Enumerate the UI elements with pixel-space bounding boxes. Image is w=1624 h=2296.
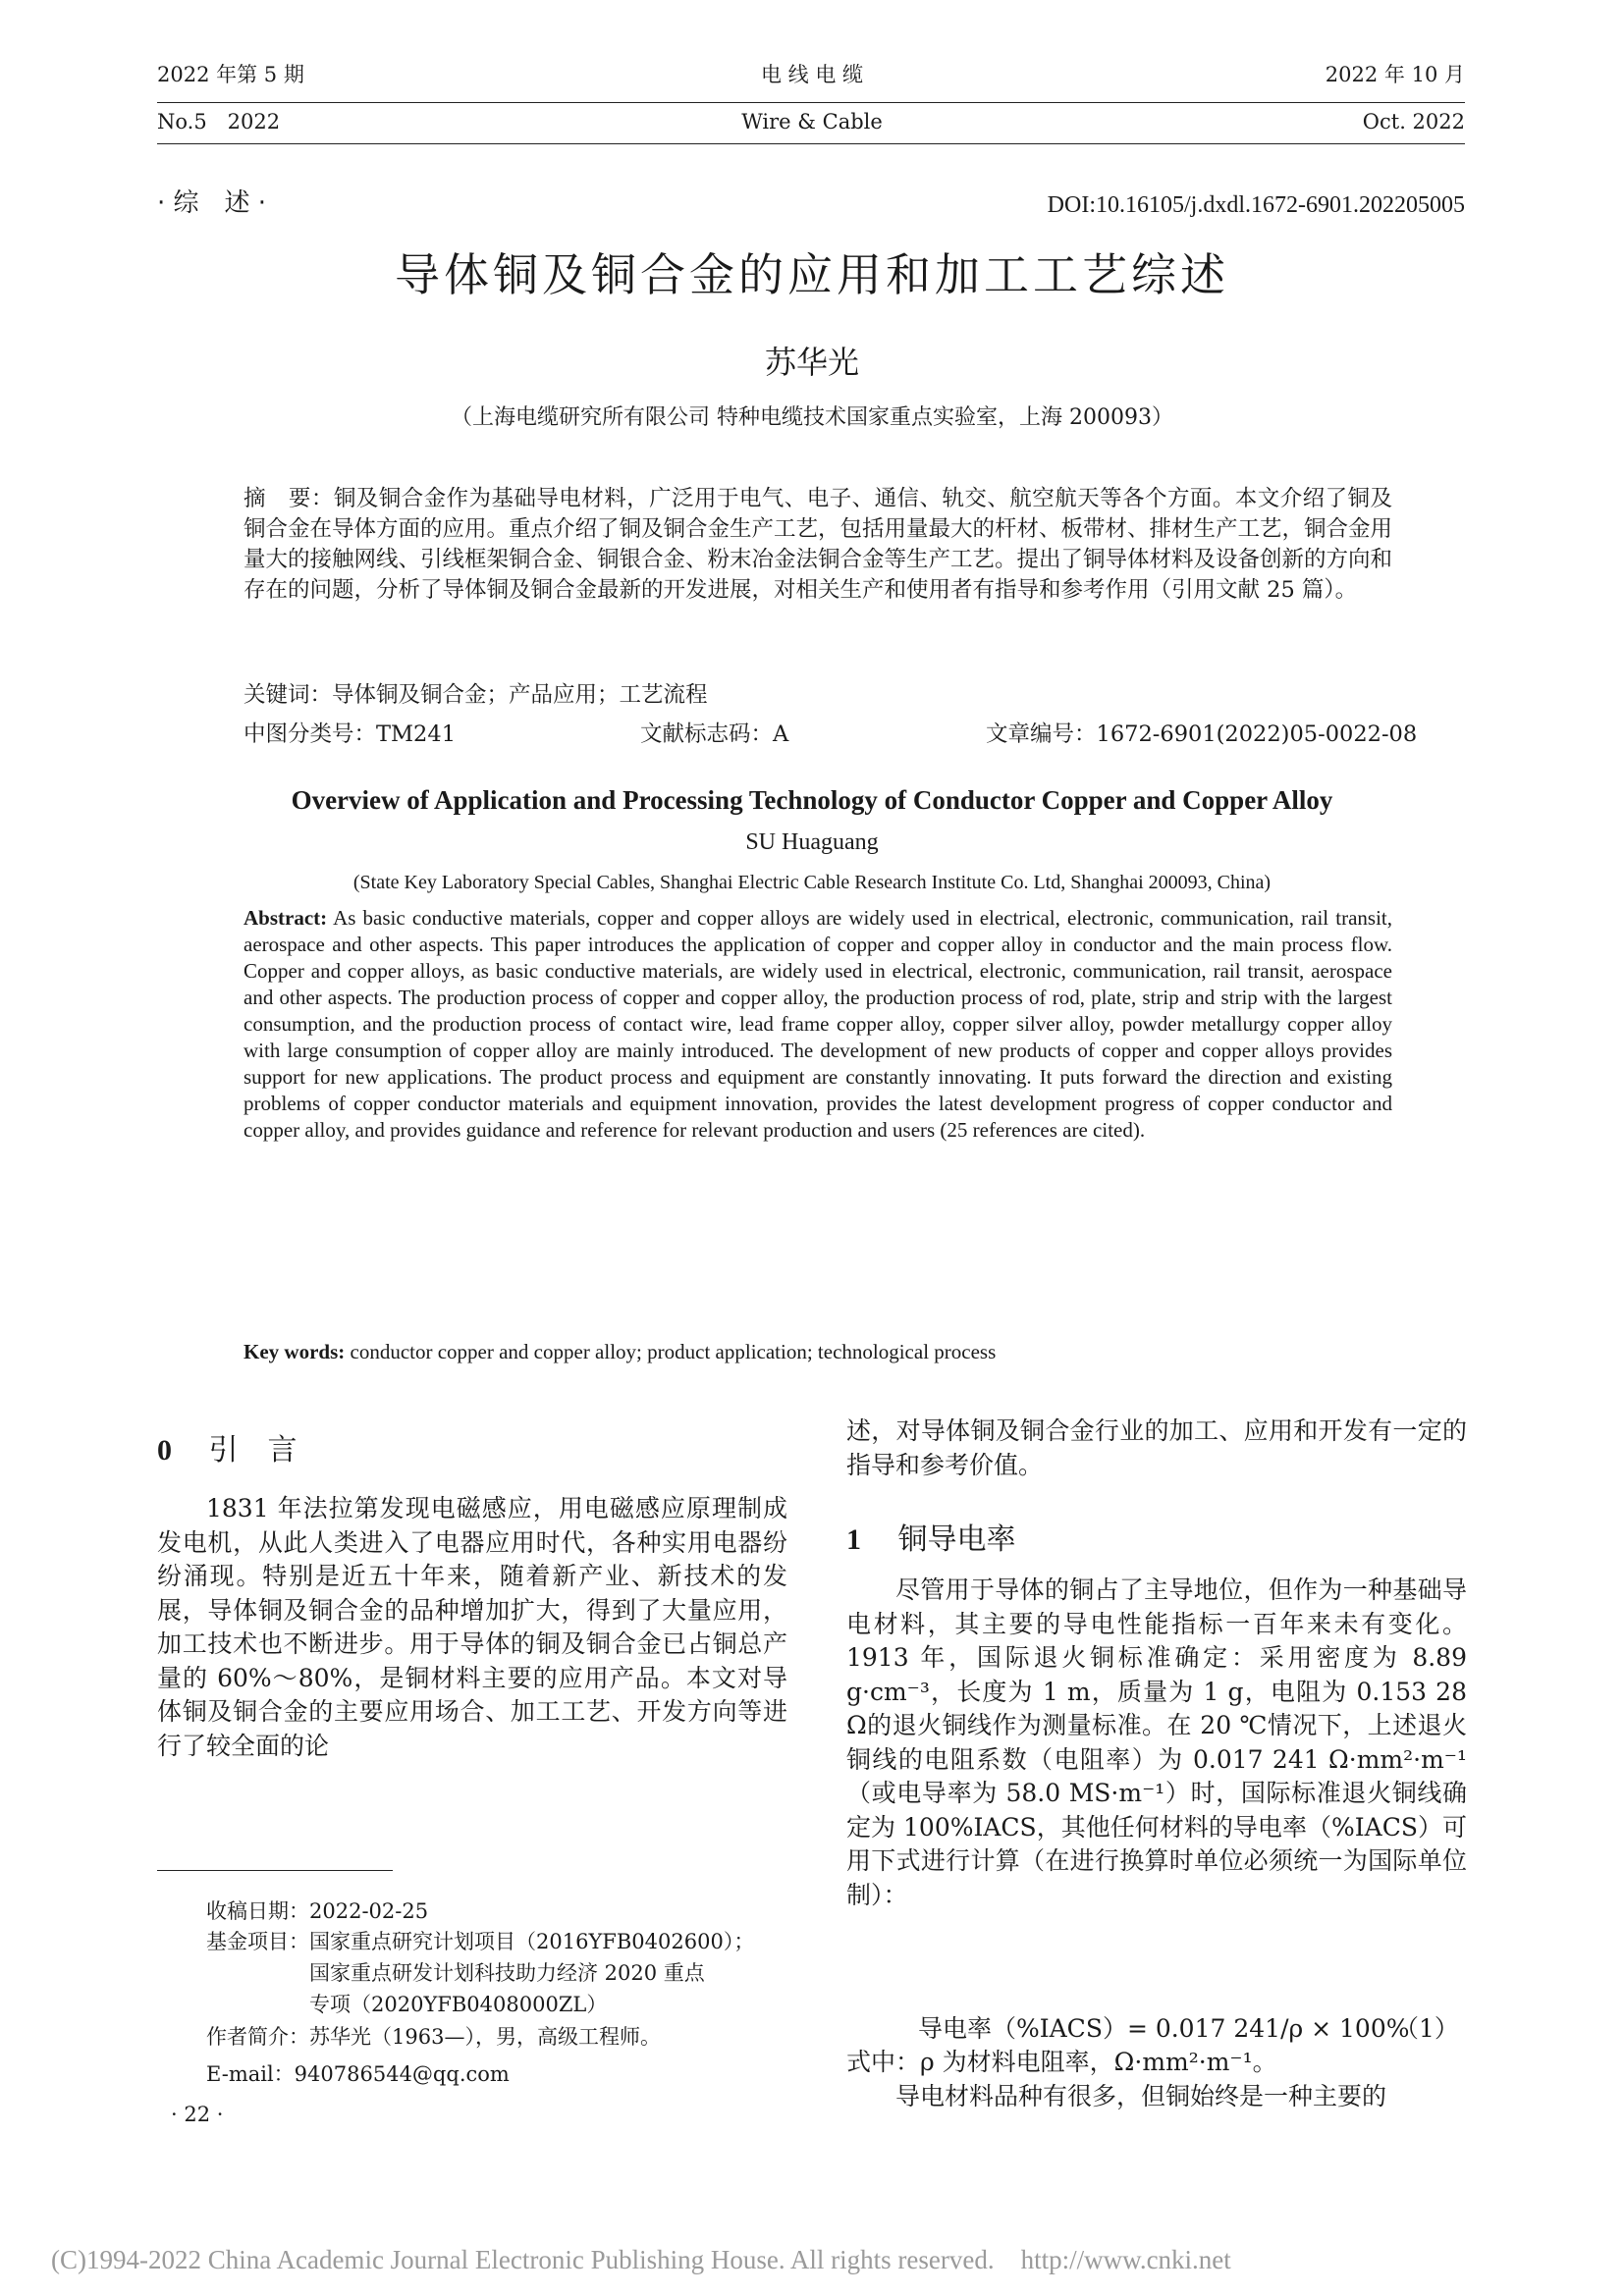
section-1-heading xyxy=(846,1515,1016,1558)
header-date-en: Oct. 2022 xyxy=(1362,110,1465,133)
section-1-title: 铜导电率 xyxy=(897,1522,1016,1557)
footnote-email: E-mail：940786544@qq.com xyxy=(206,2062,510,2086)
section-1-paragraph: 尽管用于导体的铜占了主导地位，但作为一种基础导电材料，其主要的导电性能指标一百年来未有变化。1913 年，国际退火铜标准确定：采用密度为 8.89 g·cm⁻³，长度为 1 m，质量为 1 g，电阻为 0.153 28 Ω的退火铜线作为测量标准。在 20 ℃情况下，上述退火铜线的电阻系数（电阻率）为 0.017 241 Ω·mm²·m⁻¹（或电导率为 58.0 MS·m⁻¹）时，国际标准退火铜线确定为 100%IACS，其他任何材料的导电率（%IACS）可用下式进行计算（在进行换算时单位必须统一为国际单位制）： xyxy=(846,1575,1467,1909)
header-divider-top xyxy=(157,102,1465,103)
clc-label: 中图分类号： xyxy=(244,721,377,747)
footnote-received: 收稿日期：2022-02-25 xyxy=(206,1899,429,1923)
keywords-cn-label: 关键词： xyxy=(244,682,333,708)
abstract-cn-text: 铜及铜合金作为基础导电材料，广泛用于电气、电子、通信、轨交、航空航天等各个方面。本文介绍了铜及铜合金在导体方面的应用。重点介绍了铜及铜合金生产工艺，包括用量最大的杆材、板带材、排材生产工艺，铜合金用量大的接触网线、引线框架铜合金、铜银合金、粉末冶金法铜合金等生产工艺。提出了铜导体材料及设备创新的方向和存在的问题，分析了导体铜及铜合金最新的开发进展，对相关生产和使用者有指导和参考作用（引用文献 25 篇）。 xyxy=(244,486,1393,603)
equation-1-number: （1） xyxy=(1394,2014,1459,2043)
cnki-copyright-footer: (C)1994-2022 China Academic Journal Electronic Publishing House. All rights reserved. http://www.cnki.net xyxy=(51,2245,1231,2274)
section-0-paragraph: 1831 年法拉第发现电磁感应，用电磁感应原理制成发电机，从此人类进入了电器应用时代，各种实用电器纷纷涌现。特别是近五十年来，随着新产业、新技术的发展，导体铜及铜合金的品种增加扩大，得到了大量应用，加工技术也不断进步。用于导体的铜及铜合金已占铜总产量的 60%～80%，是铜材料主要的应用产品。本文对导体铜及铜合金的主要应用场合、加工工艺、开发方向等进行了较全面的论 xyxy=(157,1494,787,1760)
intro-paragraph-continued: 述，对导体铜及铜合金行业的加工、应用和开发有一定的指导和参考价值。 xyxy=(846,1416,1467,1479)
article-number xyxy=(986,720,1417,750)
footnote-fund-1: 基金项目：国家重点研究计划项目（2016YFB0402600）； xyxy=(206,1930,755,1953)
footnote-fund-3: 专项（2020YFB0408000ZL） xyxy=(309,1993,608,2016)
section-1-paragraph-2: 导电材料品种有很多，但铜始终是一种主要的 xyxy=(895,2082,1387,2110)
doc-code-value: A xyxy=(773,721,789,747)
equation-1: 导电率（%IACS）= 0.017 241/ρ × 100% xyxy=(918,2014,1410,2043)
section-0-number: 0 xyxy=(157,1434,172,1467)
abstract-cn xyxy=(244,484,1392,606)
footnote-fund-2: 国家重点研发计划科技助力经济 2020 重点 xyxy=(309,1961,705,1985)
section-1-number: 1 xyxy=(846,1523,861,1556)
doi: DOI:10.16105/j.dxdl.1672-6901.202205005 xyxy=(1047,192,1465,218)
document-code xyxy=(640,720,788,750)
equation-1-where: 式中：ρ 为材料电阻率，Ω·mm²·m⁻¹。 xyxy=(846,2048,1277,2076)
header-journal-cn: 电 线 电 缆 xyxy=(760,63,864,86)
abstract-en-label: Abstract: xyxy=(244,906,328,930)
header-journal-en: Wire & Cable xyxy=(741,110,883,133)
section-0-title: 引 言 xyxy=(208,1433,298,1468)
footnote-divider xyxy=(157,1870,393,1871)
clc-number xyxy=(244,720,456,750)
article-title-en: Overview of Application and Processing Technology of Conductor Copper and Copper Alloy xyxy=(291,785,1333,815)
author-name: 苏华光 xyxy=(764,344,859,381)
header-date: 2022 年 10 月 xyxy=(1325,63,1465,86)
clc-value: TM241 xyxy=(376,721,457,747)
author-name-en: SU Huaguang xyxy=(745,829,879,855)
keywords-cn-text: 导体铜及铜合金；产品应用；工艺流程 xyxy=(332,682,708,708)
keywords-en-text: conductor copper and copper alloy; product application; technological process xyxy=(345,1340,997,1363)
abstract-en xyxy=(244,905,1392,1144)
author-affiliation: （上海电缆研究所有限公司 特种电缆技术国家重点实验室，上海 200093） xyxy=(451,405,1173,430)
keywords-en xyxy=(244,1339,1392,1365)
header-issue-en: No.5 2022 xyxy=(157,110,281,133)
header-divider-bottom xyxy=(157,143,1465,144)
article-no-label: 文章编号： xyxy=(986,721,1097,747)
article-no-value: 1672-6901(2022)05-0022-08 xyxy=(1096,721,1418,747)
author-affiliation-en: (State Key Laboratory Special Cables, Shanghai Electric Cable Research Institute Co. Ltd, Shanghai 200093, China) xyxy=(352,872,1272,893)
page-number: · 22 · xyxy=(171,2103,224,2126)
abstract-en-text: As basic conductive materials, copper and copper alloys are widely used in electrical, electronic, communication, rail transit, aerospace and other aspects. This paper introduces the application of copper and copper alloy in conductor and the main process flow. Copper and copper alloys, as basic conductive materials, are widely used in electrical, electronic, communication, rail transit, aerospace and other aspects. The production process of copper and copper alloy, the production process of rod, plate, strip and strip with the largest consumption, and the production process of contact wire, lead frame copper alloy, copper silver alloy, powder metallurgy copper alloy with large consumption of copper alloy are mainly introduced. The development of new products of copper and copper alloys provides support for new applications. The product process and equipment are constantly innovating. It puts forward the direction and existing problems of copper conductor materials and equipment innovation, provides the latest development progress of copper conductor and copper alloy, and provides guidance and reference for relevant production and users (25 references are cited). xyxy=(244,906,1392,1142)
section-0-heading xyxy=(157,1425,298,1468)
column-tag: · 综 述 · xyxy=(157,188,267,218)
keywords-en-label: Key words: xyxy=(244,1340,346,1363)
doc-code-label: 文献标志码： xyxy=(640,721,774,747)
keywords-cn xyxy=(244,680,1392,711)
article-title: 导体铜及铜合金的应用和加工工艺综述 xyxy=(395,248,1229,301)
footnote-author: 作者简介：苏华光（1963—），男，高级工程师。 xyxy=(206,2025,661,2049)
abstract-cn-label: 摘 要： xyxy=(244,486,334,511)
header-issue: 2022 年第 5 期 xyxy=(157,63,304,86)
